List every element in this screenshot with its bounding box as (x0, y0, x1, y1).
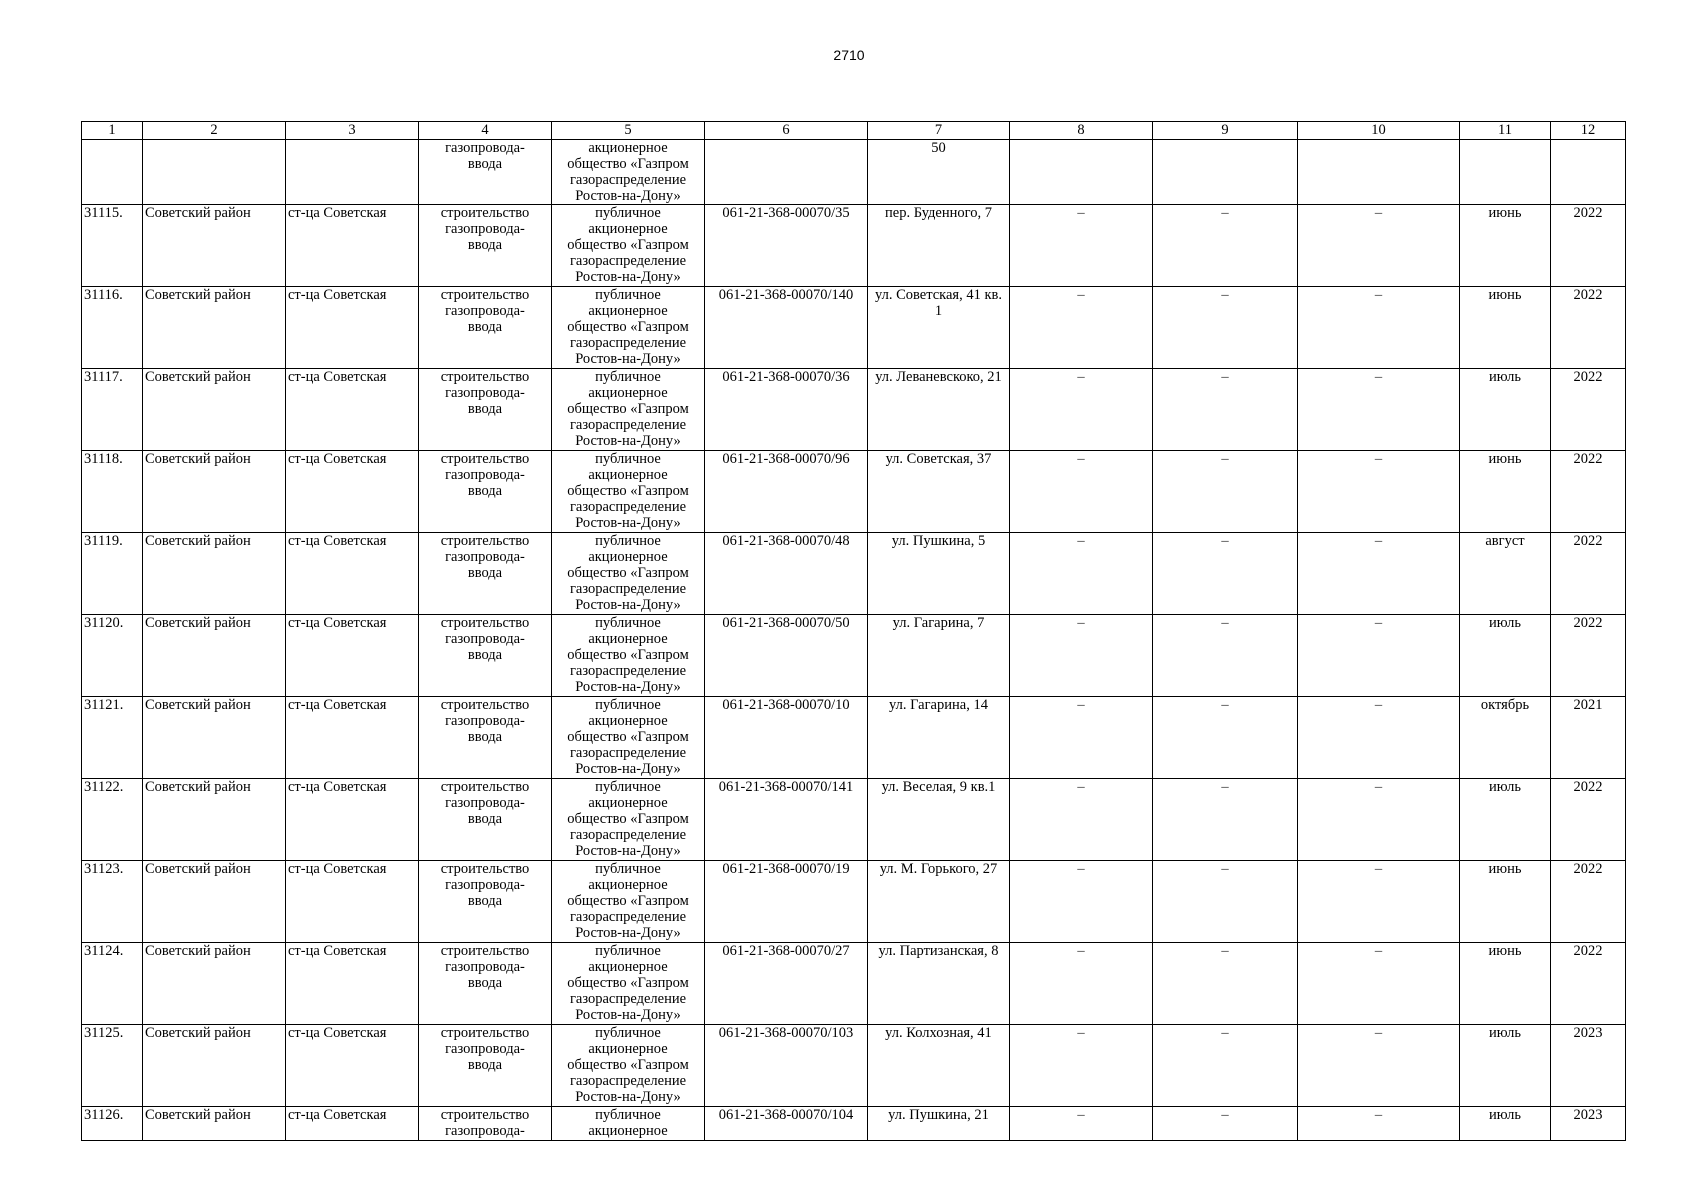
cell-month: июль (1460, 369, 1551, 451)
cell-address: 50 (868, 140, 1010, 205)
cell-address: ул. М. Горького, 27 (868, 861, 1010, 943)
cell-number: 31125. (82, 1025, 143, 1107)
cell-number: 31119. (82, 533, 143, 615)
cell-code: 061-21-368-00070/10 (705, 697, 868, 779)
cell-address: ул. Пушкина, 5 (868, 533, 1010, 615)
cell-month: июнь (1460, 943, 1551, 1025)
cell-code: 061-21-368-00070/50 (705, 615, 868, 697)
cell-code: 061-21-368-00070/140 (705, 287, 868, 369)
cell-year: 2021 (1551, 697, 1626, 779)
cell-col-9: – (1153, 1107, 1298, 1141)
cell-locality: ст-ца Советская (286, 697, 419, 779)
cell-month: октябрь (1460, 697, 1551, 779)
cell-address: ул. Колхозная, 41 (868, 1025, 1010, 1107)
column-header-4: 4 (419, 122, 552, 140)
cell-col-8: – (1010, 615, 1153, 697)
cell-district: Советский район (143, 697, 286, 779)
cell-code: 061-21-368-00070/19 (705, 861, 868, 943)
column-header-9: 9 (1153, 122, 1298, 140)
cell-col-10: – (1298, 779, 1460, 861)
cell-work-type: строительство газопровода- ввода (419, 697, 552, 779)
cell-number: 31123. (82, 861, 143, 943)
cell-locality: ст-ца Советская (286, 779, 419, 861)
cell-work-type: строительство газопровода- ввода (419, 1025, 552, 1107)
cell-locality: ст-ца Советская (286, 1107, 419, 1141)
cell-col-9: – (1153, 779, 1298, 861)
table-row (82, 1025, 1626, 1107)
cell-year: 2022 (1551, 451, 1626, 533)
cell-col-9: – (1153, 369, 1298, 451)
cell-district: Советский район (143, 533, 286, 615)
cell-locality: ст-ца Советская (286, 533, 419, 615)
cell-month: июнь (1460, 287, 1551, 369)
cell-organization: публичное акционерное общество «Газпром газораспределение Ростов-на-Дону» (552, 451, 705, 533)
cell-month: август (1460, 533, 1551, 615)
cell-col-10: – (1298, 861, 1460, 943)
cell-month: июнь (1460, 451, 1551, 533)
cell-year: 2023 (1551, 1107, 1626, 1141)
cell-col-10: – (1298, 943, 1460, 1025)
cell-number: 31120. (82, 615, 143, 697)
cell-locality: ст-ца Советская (286, 451, 419, 533)
table-row (82, 779, 1626, 861)
cell-number: 31121. (82, 697, 143, 779)
table-row (82, 369, 1626, 451)
cell-work-type: строительство газопровода- ввода (419, 779, 552, 861)
cell-col-9: – (1153, 1025, 1298, 1107)
column-header-10: 10 (1298, 122, 1460, 140)
cell-col-9: – (1153, 287, 1298, 369)
cell-work-type: строительство газопровода- ввода (419, 369, 552, 451)
cell-work-type: строительство газопровода- ввода (419, 615, 552, 697)
cell-district: Советский район (143, 369, 286, 451)
cell-month: июль (1460, 1107, 1551, 1141)
cell-col-8: – (1010, 369, 1153, 451)
table-row-partial (82, 1107, 1626, 1141)
cell-col-8: – (1010, 205, 1153, 287)
cell-locality: ст-ца Советская (286, 369, 419, 451)
cell-month: июнь (1460, 205, 1551, 287)
cell-col-10: – (1298, 1025, 1460, 1107)
cell-locality (286, 140, 419, 205)
column-header-12: 12 (1551, 122, 1626, 140)
cell-year: 2022 (1551, 205, 1626, 287)
cell-organization: публичное акционерное общество «Газпром газораспределение Ростов-на-Дону» (552, 779, 705, 861)
cell-locality: ст-ца Советская (286, 943, 419, 1025)
cell-number: 31115. (82, 205, 143, 287)
cell-number: 31116. (82, 287, 143, 369)
column-header-3: 3 (286, 122, 419, 140)
cell-code: 061-21-368-00070/96 (705, 451, 868, 533)
cell-year: 2023 (1551, 1025, 1626, 1107)
cell-col-8: – (1010, 943, 1153, 1025)
cell-year: 2022 (1551, 369, 1626, 451)
cell-work-type: строительство газопровода- ввода (419, 451, 552, 533)
cell-code: 061-21-368-00070/103 (705, 1025, 868, 1107)
table-row (82, 861, 1626, 943)
cell-locality: ст-ца Советская (286, 615, 419, 697)
cell-col-10: – (1298, 287, 1460, 369)
cell-code: 061-21-368-00070/48 (705, 533, 868, 615)
cell-col-9: – (1153, 615, 1298, 697)
cell-col-8: – (1010, 451, 1153, 533)
cell-col-8: – (1010, 533, 1153, 615)
cell-year: 2022 (1551, 861, 1626, 943)
cell-number: 31122. (82, 779, 143, 861)
cell-col-8: – (1010, 1107, 1153, 1141)
cell-organization: публичное акционерное общество «Газпром газораспределение Ростов-на-Дону» (552, 861, 705, 943)
cell-code: 061-21-368-00070/104 (705, 1107, 868, 1141)
column-header-5: 5 (552, 122, 705, 140)
cell-col-9: – (1153, 451, 1298, 533)
cell-empty (1153, 140, 1298, 205)
cell-work-type: строительство газопровода- ввода (419, 533, 552, 615)
table-row (82, 205, 1626, 287)
cell-address: ул. Леваневскоко, 21 (868, 369, 1010, 451)
cell-month: июль (1460, 615, 1551, 697)
cell-district: Советский район (143, 1025, 286, 1107)
cell-col-10: – (1298, 1107, 1460, 1141)
cell-month: июль (1460, 1025, 1551, 1107)
cell-col-9: – (1153, 533, 1298, 615)
cell-empty (1010, 140, 1153, 205)
table-row (82, 287, 1626, 369)
cell-code: 061-21-368-00070/36 (705, 369, 868, 451)
cell-number: 31118. (82, 451, 143, 533)
column-header-7: 7 (868, 122, 1010, 140)
cell-code (705, 140, 868, 205)
cell-number: 31126. (82, 1107, 143, 1141)
cell-organization: публичное акционерное общество «Газпром газораспределение Ростов-на-Дону» (552, 533, 705, 615)
cell-col-10: – (1298, 697, 1460, 779)
cell-district (143, 140, 286, 205)
cell-col-8: – (1010, 287, 1153, 369)
cell-locality: ст-ца Советская (286, 287, 419, 369)
cell-year: 2022 (1551, 779, 1626, 861)
cell-address: ул. Партизанская, 8 (868, 943, 1010, 1025)
cell-address: ул. Гагарина, 7 (868, 615, 1010, 697)
cell-work-type: строительство газопровода- ввода (419, 287, 552, 369)
cell-address: ул. Веселая, 9 кв.1 (868, 779, 1010, 861)
cell-address: ул. Советская, 37 (868, 451, 1010, 533)
cell-organization: публичное акционерное общество «Газпром газораспределение Ростов-на-Дону» (552, 615, 705, 697)
column-header-2: 2 (143, 122, 286, 140)
cell-col-10: – (1298, 205, 1460, 287)
cell-work-type: газопровода- ввода (419, 140, 552, 205)
column-header-8: 8 (1010, 122, 1153, 140)
cell-work-type: строительство газопровода- ввода (419, 205, 552, 287)
cell-col-8: – (1010, 1025, 1153, 1107)
cell-address: ул. Гагарина, 14 (868, 697, 1010, 779)
cell-col-8: – (1010, 697, 1153, 779)
gas-pipeline-table (81, 121, 1626, 1141)
cell-locality: ст-ца Советская (286, 205, 419, 287)
table-row (82, 451, 1626, 533)
cell-col-10: – (1298, 369, 1460, 451)
cell-col-9: – (1153, 943, 1298, 1025)
cell-col-9: – (1153, 205, 1298, 287)
cell-organization: публичное акционерное общество «Газпром газораспределение Ростов-на-Дону» (552, 369, 705, 451)
cell-year: 2022 (1551, 287, 1626, 369)
cell-col-8: – (1010, 861, 1153, 943)
cell-district: Советский район (143, 451, 286, 533)
cell-empty (1551, 140, 1626, 205)
cell-code: 061-21-368-00070/141 (705, 779, 868, 861)
column-header-11: 11 (1460, 122, 1551, 140)
cell-district: Советский район (143, 287, 286, 369)
cell-number: 31117. (82, 369, 143, 451)
cell-district: Советский район (143, 615, 286, 697)
column-header-1: 1 (82, 122, 143, 140)
cell-work-type: строительство газопровода- ввода (419, 861, 552, 943)
cell-organization: акционерное общество «Газпром газораспределение Ростов-на-Дону» (552, 140, 705, 205)
cell-district: Советский район (143, 779, 286, 861)
cell-year: 2022 (1551, 943, 1626, 1025)
cell-district: Советский район (143, 861, 286, 943)
cell-locality: ст-ца Советская (286, 1025, 419, 1107)
cell-district: Советский район (143, 205, 286, 287)
cell-col-8: – (1010, 779, 1153, 861)
cell-month: июль (1460, 779, 1551, 861)
cell-locality: ст-ца Советская (286, 861, 419, 943)
cell-organization: публичное акционерное общество «Газпром газораспределение Ростов-на-Дону» (552, 943, 705, 1025)
cell-organization: публичное акционерное общество «Газпром газораспределение Ростов-на-Дону» (552, 205, 705, 287)
cell-work-type: строительство газопровода- ввода (419, 943, 552, 1025)
cell-empty (1460, 140, 1551, 205)
cell-col-10: – (1298, 451, 1460, 533)
cell-code: 061-21-368-00070/27 (705, 943, 868, 1025)
cell-year: 2022 (1551, 615, 1626, 697)
table-row-continued (82, 140, 1626, 205)
column-header-6: 6 (705, 122, 868, 140)
cell-year: 2022 (1551, 533, 1626, 615)
cell-organization: публичное акционерное общество «Газпром газораспределение Ростов-на-Дону» (552, 697, 705, 779)
cell-organization: публичное акционерное (552, 1107, 705, 1141)
cell-code: 061-21-368-00070/35 (705, 205, 868, 287)
cell-address: ул. Советская, 41 кв. 1 (868, 287, 1010, 369)
cell-col-9: – (1153, 861, 1298, 943)
cell-district: Советский район (143, 943, 286, 1025)
cell-month: июнь (1460, 861, 1551, 943)
cell-organization: публичное акционерное общество «Газпром газораспределение Ростов-на-Дону» (552, 287, 705, 369)
column-number-row (82, 122, 1626, 140)
cell-col-10: – (1298, 615, 1460, 697)
table-row (82, 533, 1626, 615)
table-row (82, 615, 1626, 697)
cell-col-10: – (1298, 533, 1460, 615)
cell-district: Советский район (143, 1107, 286, 1141)
table-row (82, 697, 1626, 779)
cell-number: 31124. (82, 943, 143, 1025)
table-row (82, 943, 1626, 1025)
cell-empty (1298, 140, 1460, 205)
page-number: 2710 (833, 47, 865, 63)
cell-address: пер. Буденного, 7 (868, 205, 1010, 287)
cell-work-type: строительство газопровода- (419, 1107, 552, 1141)
cell-address: ул. Пушкина, 21 (868, 1107, 1010, 1141)
cell-col-9: – (1153, 697, 1298, 779)
cell-organization: публичное акционерное общество «Газпром газораспределение Ростов-на-Дону» (552, 1025, 705, 1107)
cell-number (82, 140, 143, 205)
